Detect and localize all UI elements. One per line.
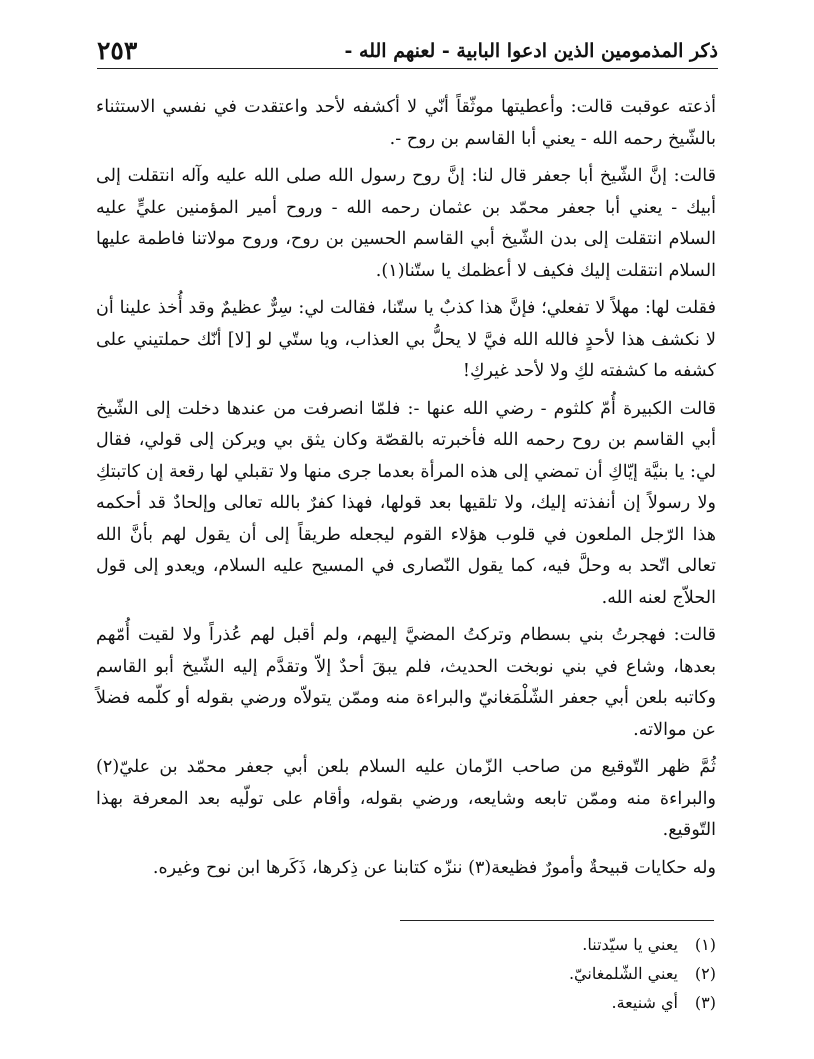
- paragraph: ثُمَّ ظهر التّوقيع من صاحب الزّمان عليه السلام بلعن أبي جعفر محمّد بن عليّ(٢) والبراءة منه وممّن تابعه وشايعه، ورضي بقوله، وأقام على تولّيه بعد المعرفة بهذا التّوقيع.: [96, 757, 716, 840]
- footnote-number: (١): [694, 935, 716, 954]
- paragraph: قالت: فهجرتُ بني بسطام وتركتُ المضيَّ إليهم، ولم أقبل لهم عُذراً ولا لقيت أُمّهم بعدها، وشاع في بني نوبخت الحديث، فلم يبقَ أحدٌ إلاّ وتقدَّم إليه الشّيخ أبو القاسم وكاتبه بلعن أبي جعفر الشّلْمَغانيّ والبراءة منه وممّن يتولاّه ورضي بقوله أو كلّمه فضلاً عن موالاته.: [96, 625, 716, 740]
- footnote: [96, 988, 716, 1017]
- footnote-text: يعني الشّلمغانيّ.: [568, 964, 678, 983]
- paragraph: قالت الكبيرة أُمّ كلثوم - رضي الله عنها -: فلمّا انصرفت من عندها دخلت إلى الشّيخ أبي القاسم بن روح رحمه الله فأخبرته بالقصّة وكان يثق بي ويركن إلى قولي، فقال لي: يا بنيَّة إيّاكِ أن تمضي إلى هذه المرأة بعدما جرى منها ولا تقبلي لها رقعة إن كاتبتكِ ولا رسولاً إن أنفذته إليك، ولا تلقيها بعد قولها، فهذا كفرٌ بالله تعالى وإلحادٌ قد أحكمه هذا الرّجل الملعون في قلوب هؤلاء القوم ليجعله طريقاً إلى أن يقول لهم بأنَّ الله تعالى اتّحد به وحلَّ فيه، كما يقول النّصارى في المسيح عليه السلام، ويعدو إلى قول الحلاّج لعنه الله.: [96, 398, 716, 608]
- footnotes: [96, 930, 716, 1017]
- header-title: ذكر المذمومين الذين ادعوا البابية - لعنهم الله -: [344, 40, 718, 62]
- footnote-text: أي شنيعة.: [611, 993, 678, 1012]
- paragraph: قالت: إنَّ الشّيخ أبا جعفر قال لنا: إنَّ روح رسول الله صلى الله عليه وآله انتقلت إلى أبيك - يعني أبا جعفر محمّد بن عثمان رحمه الله - وروح أمير المؤمنين عليٍّ عليه السلام انتقلت إلى بدن الشّيخ أبي القاسم الحسين بن روح، وروح مولاتنا فاطمة عليها السلام انتقلت إليك فكيف لا أعظمك يا ستّنا(١).: [96, 166, 716, 281]
- footnote-separator: [400, 920, 714, 921]
- footnote-text: يعني يا سيّدتنا.: [582, 935, 678, 954]
- footnote-number: (٣): [694, 993, 716, 1012]
- paragraph: أذعته عوقبت قالت: وأعطيتها موثّقاً أنّي لا أكشفه لأحد واعتقدت في نفسي الاستثناء بالشّيخ رحمه الله - يعني أبا القاسم بن روح -.: [96, 97, 716, 149]
- paragraph: وله حكايات قبيحةٌ وأمورٌ فظيعة(٣) ننزّه كتابنا عن ذِكرها، ذَكَرها ابن نوح وغيره.: [152, 857, 716, 878]
- page-number: ٢٥٣: [97, 36, 138, 65]
- main-text: [96, 92, 716, 884]
- footnote: [96, 959, 716, 988]
- paragraph: فقلت لها: مهلاً لا تفعلي؛ فإنَّ هذا كذبٌ يا ستّنا، فقالت لي: سِرٌّ عظيمٌ وقد أُخذ علينا أن لا نكشف هذا لأحدٍ فالله الله فيَّ لا يحلُّ بي العذاب، ويا ستّي لو [لا] أنّك حملتيني على كشفه ما كشفته لكِ ولا لأحد غيركِ!: [96, 298, 716, 381]
- footnote: [96, 930, 716, 959]
- running-header: [97, 30, 718, 69]
- footnote-number: (٢): [694, 964, 716, 983]
